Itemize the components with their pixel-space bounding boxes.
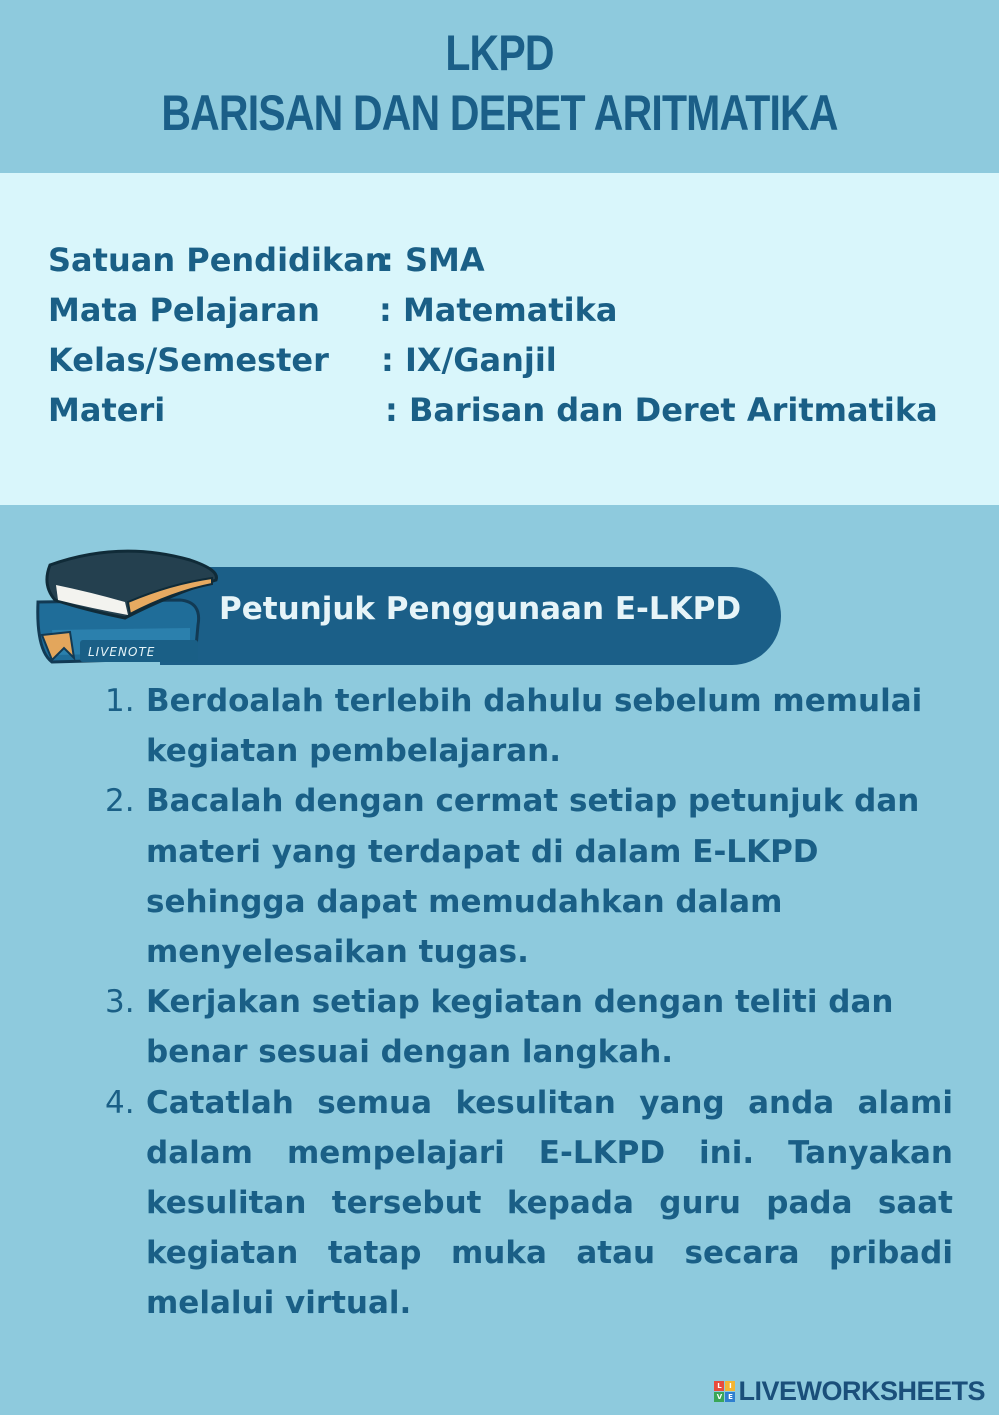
step-text: Kerjakan setiap kegiatan dengan teliti dan benar sesuai dengan langkah. bbox=[146, 984, 894, 1071]
step-number: 2. bbox=[105, 783, 135, 820]
info-box bbox=[0, 173, 999, 505]
watermark-text: LIVEWORKSHEETS bbox=[738, 1376, 985, 1406]
book-label: LIVENOTE bbox=[88, 645, 156, 659]
step-number: 4. bbox=[105, 1084, 135, 1121]
liveworksheets-watermark bbox=[714, 1376, 985, 1407]
list-item bbox=[105, 676, 953, 776]
list-item bbox=[105, 1078, 953, 1329]
step-text: Bacalah dengan cermat setiap petunjuk dan materi yang terdapat di dalam E-LKPD sehingga dapat memudahkan dalam menyelesaikan tugas. bbox=[146, 783, 920, 971]
info-value: : SMA bbox=[381, 241, 485, 279]
books-icon bbox=[30, 540, 230, 670]
info-value: : Barisan dan Deret Aritmatika bbox=[385, 391, 938, 429]
step-number: 3. bbox=[105, 984, 135, 1021]
info-value: : IX/Ganjil bbox=[381, 341, 557, 379]
liveworksheets-logo-icon: L I V E bbox=[714, 1381, 735, 1402]
info-label: Mata Pelajaran bbox=[48, 291, 320, 329]
info-label: Satuan Pendidikan bbox=[48, 241, 388, 279]
instruction-list bbox=[105, 676, 953, 1329]
page-title: LKPD bbox=[445, 25, 554, 81]
list-item bbox=[105, 977, 953, 1077]
list-item bbox=[105, 776, 953, 977]
step-text: Berdoalah terlebih dahulu sebelum memulai kegiatan pembelajaran. bbox=[146, 683, 923, 770]
step-number: 1. bbox=[105, 683, 135, 719]
page-subtitle: BARISAN DAN DERET ARITMATIKA bbox=[161, 85, 838, 141]
info-label: Materi bbox=[48, 391, 166, 429]
info-label: Kelas/Semester bbox=[48, 341, 329, 379]
step-text: Catatlah semua kesulitan yang anda alami dalam mempelajari E-LKPD ini. Tanyakan kesulitan tersebut kepada guru pada saat kegiatan tatap muka atau secara pribadi melalui virtual. bbox=[146, 1084, 953, 1322]
info-value: : Matematika bbox=[379, 291, 618, 329]
banner-title: Petunjuk Penggunaan E-LKPD bbox=[219, 591, 742, 627]
header bbox=[0, 0, 999, 173]
